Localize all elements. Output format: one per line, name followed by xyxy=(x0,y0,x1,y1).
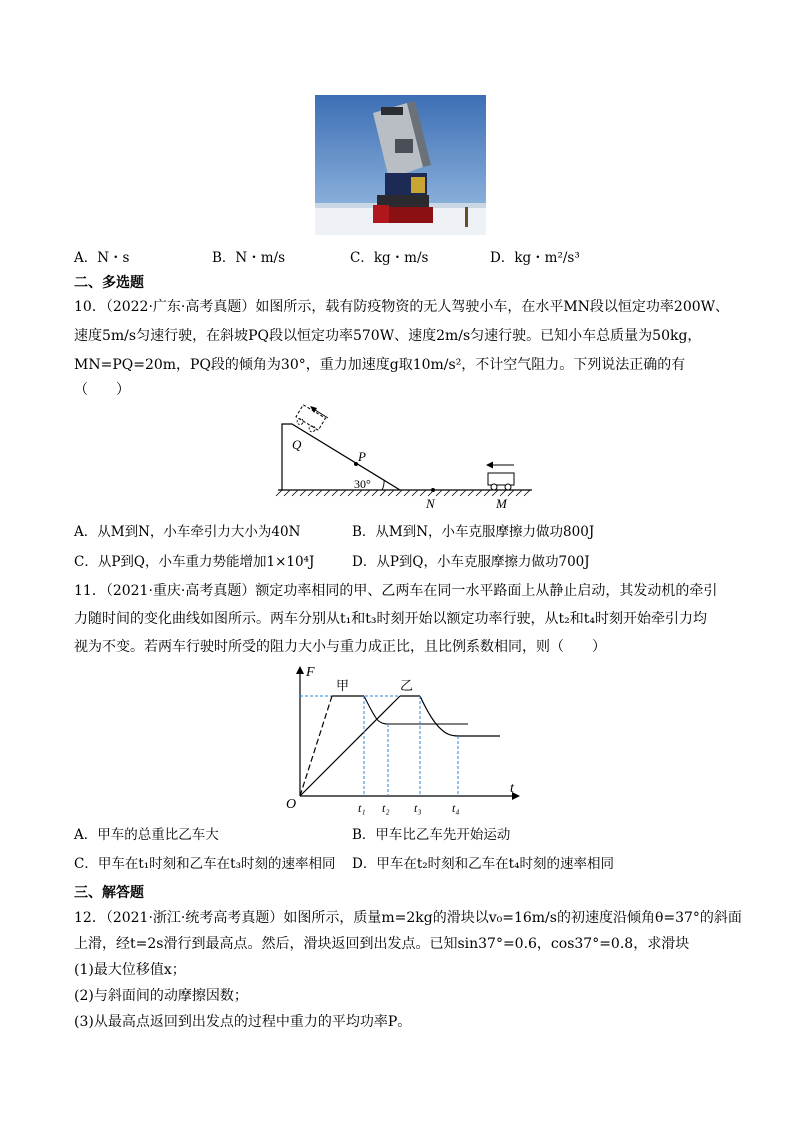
q11-text-line-2: 力随时间的变化曲线如图所示。两车分别从t₁和t₃时刻开始以额定功率行驶，从t₂和t₄时刻开始牵引力均 xyxy=(74,611,707,627)
q10-label-m: M xyxy=(496,496,507,511)
q11-text-line-3: 视为不变。若两车行驶时所受的阻力大小与重力成正比，且比例系数相同，则（ ） xyxy=(74,639,606,655)
q10-incline-figure xyxy=(270,400,540,520)
q11-text-line-1: 11．（2021·重庆·高考真题）额定功率相同的甲、乙两车在同一水平路面上从静止启动，其发动机的牵引 xyxy=(74,583,718,599)
q11-tick-t2: t₂ xyxy=(382,801,390,815)
q9-option-c: C．kg・m/s xyxy=(350,250,429,266)
q11-tick-t1: t₁ xyxy=(358,801,366,815)
q10-option-b: B．从M到N，小车克服摩擦力做功800J xyxy=(352,524,595,540)
q10-text-line-4: （ ） xyxy=(74,382,130,398)
q12-subquestion-1: (1)最大位移值x； xyxy=(74,962,186,978)
q12-text-line-1: 12．（2021·浙江·统考高考真题）如图所示，质量m=2kg的滑块以v₀=16m/s的初速度沿倾角θ=37°的斜面 xyxy=(74,910,742,926)
q11-curve-label-jia: 甲 xyxy=(336,678,350,693)
q10-option-a: A．从M到N，小车牵引力大小为40N xyxy=(74,524,301,540)
section-title-multiple-choice: 二、多选题 xyxy=(74,275,144,291)
q11-option-a: A．甲车的总重比乙车大 xyxy=(74,827,219,843)
q10-text-line-2: 速度5m/s匀速行驶，在斜坡PQ段以恒定功率570W、速度2m/s匀速行驶。已知小车总质量为50kg， xyxy=(74,328,702,344)
q11-x-axis-label: t xyxy=(510,781,514,796)
q11-tick-t4: t₄ xyxy=(452,801,460,815)
q10-label-p: P xyxy=(358,449,366,464)
q11-option-d: D．甲车在t₂时刻和乙车在t₄时刻的速率相同 xyxy=(352,856,614,872)
q11-tick-t3: t₃ xyxy=(414,801,422,815)
q11-curve-label-yi: 乙 xyxy=(400,678,414,693)
q11-option-b: B．甲车比乙车先开始运动 xyxy=(352,827,511,843)
q11-option-c: C．甲车在t₁时刻和乙车在t₃时刻的速率相同 xyxy=(74,856,336,872)
q10-text-line-1: 10．（2022·广东·高考真题）如图所示，载有防疫物资的无人驾驶小车，在水平MN段以恒定功率200W、 xyxy=(74,299,730,315)
q10-option-d: D．从P到Q，小车克服摩擦力做功700J xyxy=(352,554,590,570)
q12-text-line-2: 上滑，经t=2s滑行到最高点。然后，滑块返回到出发点。已知sin37°=0.6，cos37°=0.8，求滑块 xyxy=(74,936,690,952)
q12-subquestion-2: (2)与斜面间的动摩擦因数； xyxy=(74,988,248,1004)
q10-label-n: N xyxy=(426,496,435,511)
q10-label-q: Q xyxy=(292,437,302,452)
q10-option-c: C．从P到Q，小车重力势能增加1×10⁴J xyxy=(74,554,315,570)
q10-label-angle: 30° xyxy=(354,477,371,491)
section-title-problems: 三、解答题 xyxy=(74,885,144,901)
q11-y-axis-label: F xyxy=(306,665,315,680)
q11-origin-label: O xyxy=(286,797,297,812)
q11-force-time-graph xyxy=(278,660,528,820)
q9-option-d: D．kg・m²/s³ xyxy=(490,250,580,266)
q9-option-b: B．N・m/s xyxy=(212,250,286,266)
q9-option-a: A．N・s xyxy=(74,250,130,266)
q10-text-line-3: MN=PQ=20m，PQ段的倾角为30°，重力加速度g取10m/s²，不计空气阻力。下列说法正确的有 xyxy=(74,357,686,373)
q12-subquestion-3: (3)从最高点返回到出发点的过程中重力的平均功率P。 xyxy=(74,1014,412,1030)
telescope-photo xyxy=(315,95,486,235)
